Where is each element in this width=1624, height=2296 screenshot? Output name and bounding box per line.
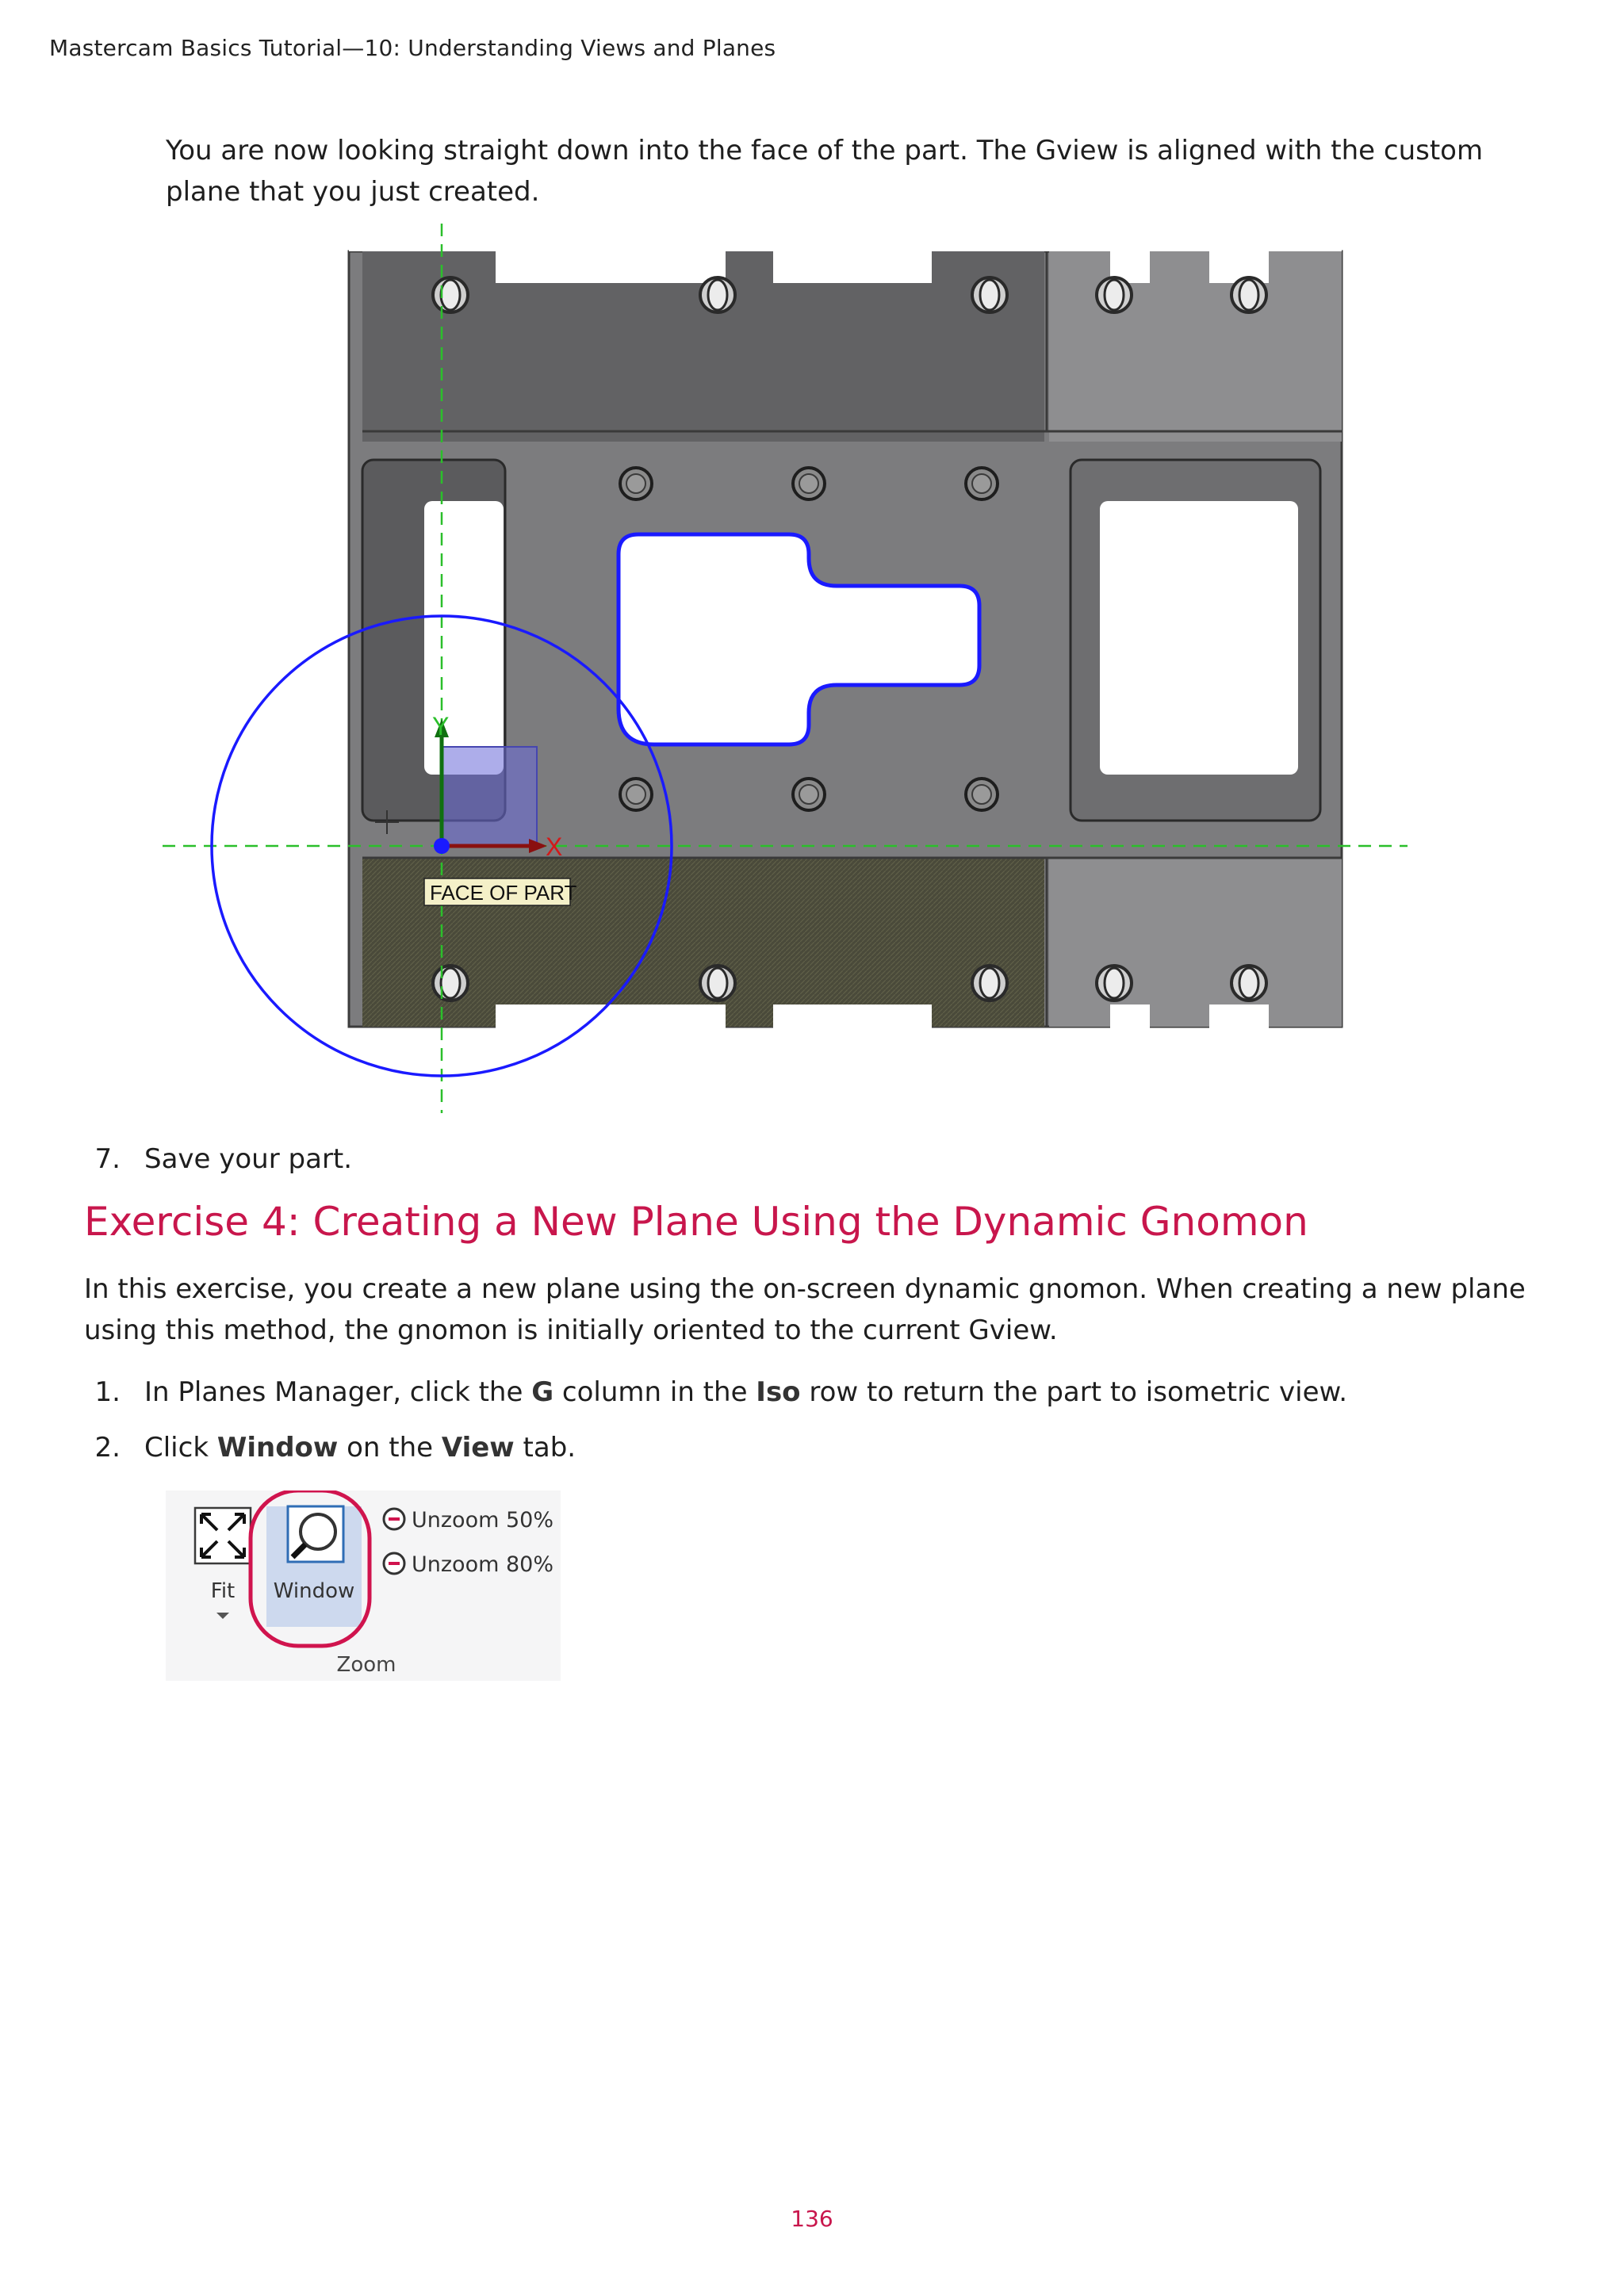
window-button[interactable] — [266, 1506, 362, 1627]
unzoom-50-button[interactable] — [384, 1508, 553, 1533]
step-1-bold-g: G — [531, 1376, 554, 1408]
fit-dropdown-arrow[interactable] — [216, 1613, 229, 1619]
fit-label: Fit — [210, 1579, 236, 1603]
axis-y-label: Y — [432, 712, 450, 740]
window-label: Window — [273, 1579, 355, 1603]
face-of-part-label: FACE OF PART — [430, 881, 577, 905]
part-figure — [163, 224, 1408, 1113]
step-2-text: Click Window on the View tab. — [144, 1432, 576, 1464]
page-number: 136 — [791, 2206, 833, 2232]
unzoom-80-icon — [384, 1553, 404, 1574]
step-1-text: In Planes Manager, click the G column in the Iso row to return the part to isometric view. — [144, 1376, 1348, 1408]
exercise-heading: Exercise 4: Creating a New Plane Using the Dynamic Gnomon — [84, 1199, 1308, 1245]
step-2-bold-view: View — [441, 1432, 515, 1464]
step-7-number: 7. — [94, 1143, 121, 1175]
fit-button[interactable] — [195, 1508, 251, 1619]
zoom-ribbon-group — [166, 1490, 561, 1681]
window-zoom-icon — [288, 1506, 343, 1562]
running-header: Mastercam Basics Tutorial—10: Understanding Views and Planes — [49, 35, 776, 61]
axis-x-label: X — [546, 832, 563, 861]
step-1-number: 1. — [94, 1376, 121, 1408]
unzoom-80-button[interactable] — [384, 1552, 553, 1577]
intro-paragraph: You are now looking straight down into the face of the part. The Gview is aligned with the custom plane that you just created. — [166, 135, 1484, 208]
step-2-number: 2. — [94, 1432, 121, 1464]
step-2-bold-window: Window — [216, 1432, 339, 1464]
fit-icon — [195, 1508, 251, 1563]
step-7-text: Save your part. — [144, 1143, 353, 1175]
unzoom-50-icon — [384, 1509, 404, 1529]
step-1-bold-iso: Iso — [756, 1376, 801, 1408]
unzoom-80-label: Unzoom 80% — [412, 1552, 553, 1577]
zoom-group-label: Zoom — [336, 1653, 396, 1677]
unzoom-50-label: Unzoom 50% — [412, 1508, 553, 1533]
exercise-intro: In this exercise, you create a new plane using the on-screen dynamic gnomon. When creating a new plane using this method, the gnomon is initially oriented to the current Gview. — [84, 1273, 1526, 1346]
